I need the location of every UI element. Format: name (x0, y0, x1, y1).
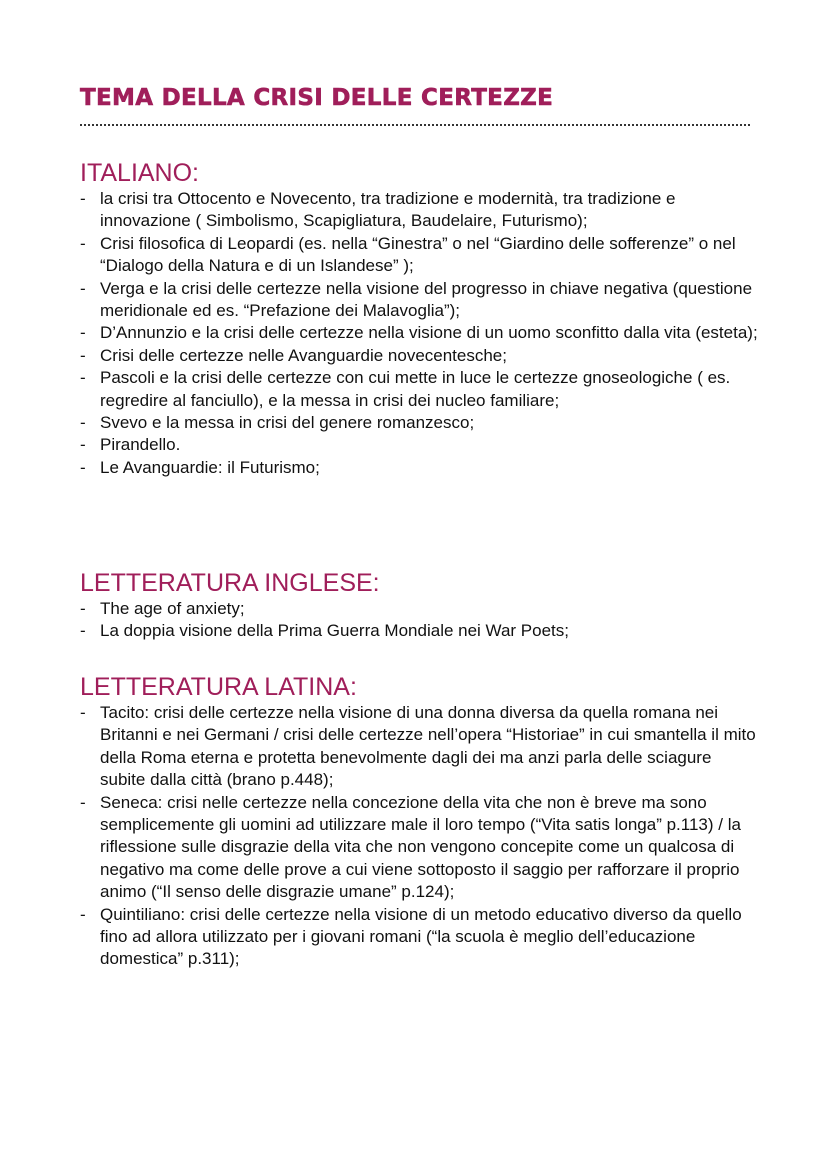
list-item-text: Pascoli e la crisi delle certezze con cui mette in luce le certezze gnoseologiche ( es. regredire al fanciullo), e la messa in crisi dei nucleo familiare; (100, 368, 731, 410)
list-item-text: La doppia visione della Prima Guerra Mondiale nei War Poets; (100, 621, 570, 641)
list-item-text: Crisi delle certezze nelle Avanguardie novecentesche; (100, 345, 507, 365)
bullet-dash: - (80, 703, 86, 722)
list-item-text: Le Avanguardie: il Futurismo; (100, 457, 320, 477)
list-item (80, 620, 760, 642)
bullet-dash: - (80, 904, 86, 924)
list-item (80, 345, 760, 367)
bullet-list-inglese (80, 598, 760, 643)
list-item (80, 367, 760, 412)
bullet-dash: - (80, 323, 86, 343)
list-item-text: Quintiliano: crisi delle certezze nella visione di un metodo educativo diverso da quello fino ad allora utilizzato per i giovani romani (“la scuola è meglio dell’educazione domestica” p.311); (100, 904, 742, 969)
list-item (80, 792, 760, 904)
bullet-dash: - (80, 792, 86, 812)
list-item-text: la crisi tra Ottocento e Novecento, tra tradizione e modernità, tra tradizione e innovazione ( Simbolismo, Scapigliatura, Baudelaire, Futurismo); (100, 189, 676, 231)
list-item (80, 598, 760, 620)
bullet-dash: - (80, 189, 86, 208)
bullet-dash: - (80, 457, 86, 477)
list-item-text: D’Annunzio e la crisi delle certezze nella visione di un uomo sconfitto dalla vita (esteta); (100, 323, 758, 343)
list-item (80, 702, 760, 792)
list-item-text: The age of anxiety; (100, 599, 245, 618)
list-item-text: Pirandello. (100, 435, 181, 455)
list-item (80, 434, 760, 456)
list-item-text: Crisi filosofica di Leopardi (es. nella “Ginestra” o nel “Giardino delle sofferenze” o nel “Dialogo della Natura e di un Islandese” ); (100, 233, 736, 276)
bullet-dash: - (80, 278, 86, 298)
document-title: TEMA DELLA CRISI DELLE CERTEZZE (80, 85, 554, 111)
dotted-divider (80, 124, 750, 126)
bullet-dash: - (80, 233, 86, 253)
bullet-dash: - (80, 368, 86, 388)
list-item (80, 457, 760, 479)
list-item (80, 188, 760, 233)
list-item-text: Svevo e la messa in crisi del genere romanzesco; (100, 413, 475, 433)
list-item-text: Tacito: crisi delle certezze nella visione di una donna diversa da quella romana nei Britanni e nei Germani / crisi delle certezze nell’opera “Historiae” in cui smantella il mito della Roma eterna e protetta benevolmente dagli dei ma anzi parla delle sciagure subite dalla città (brano p.448); (100, 703, 756, 790)
bullet-dash: - (80, 621, 86, 641)
section-heading-italiano: ITALIANO: (80, 159, 200, 187)
list-item-text: Seneca: crisi nelle certezze nella concezione della vita che non è breve ma sono semplicemente gli uomini ad utilizzare male il loro tempo (“Vita satis longa” p.113) / la riflessione sulle disgrazie della vita che non vengono concepite come un qualcosa di negativo ma come delle prove a cui viene sottoposto il saggio per rafforzare il proprio animo (“Il senso delle disgrazie umane” p.124); (100, 792, 741, 902)
bullet-dash: - (80, 413, 86, 433)
section-latina (80, 672, 760, 971)
bullet-dash: - (80, 345, 86, 365)
list-item (80, 412, 760, 434)
bullet-dash: - (80, 599, 86, 618)
list-item (80, 278, 760, 323)
list-item (80, 904, 760, 971)
section-italiano (80, 158, 760, 479)
section-heading-inglese: LETTERATURA INGLESE: (80, 569, 380, 597)
list-item (80, 233, 760, 278)
bullet-list-italiano (80, 188, 760, 479)
section-inglese (80, 568, 760, 643)
bullet-list-latina (80, 702, 760, 971)
list-item-text: Verga e la crisi delle certezze nella visione del progresso in chiave negativa (questione meridionale ed es. “Prefazione dei Malavoglia”); (100, 278, 753, 321)
list-item (80, 322, 760, 344)
section-heading-latina: LETTERATURA LATINA: (80, 673, 357, 701)
bullet-dash: - (80, 435, 86, 455)
